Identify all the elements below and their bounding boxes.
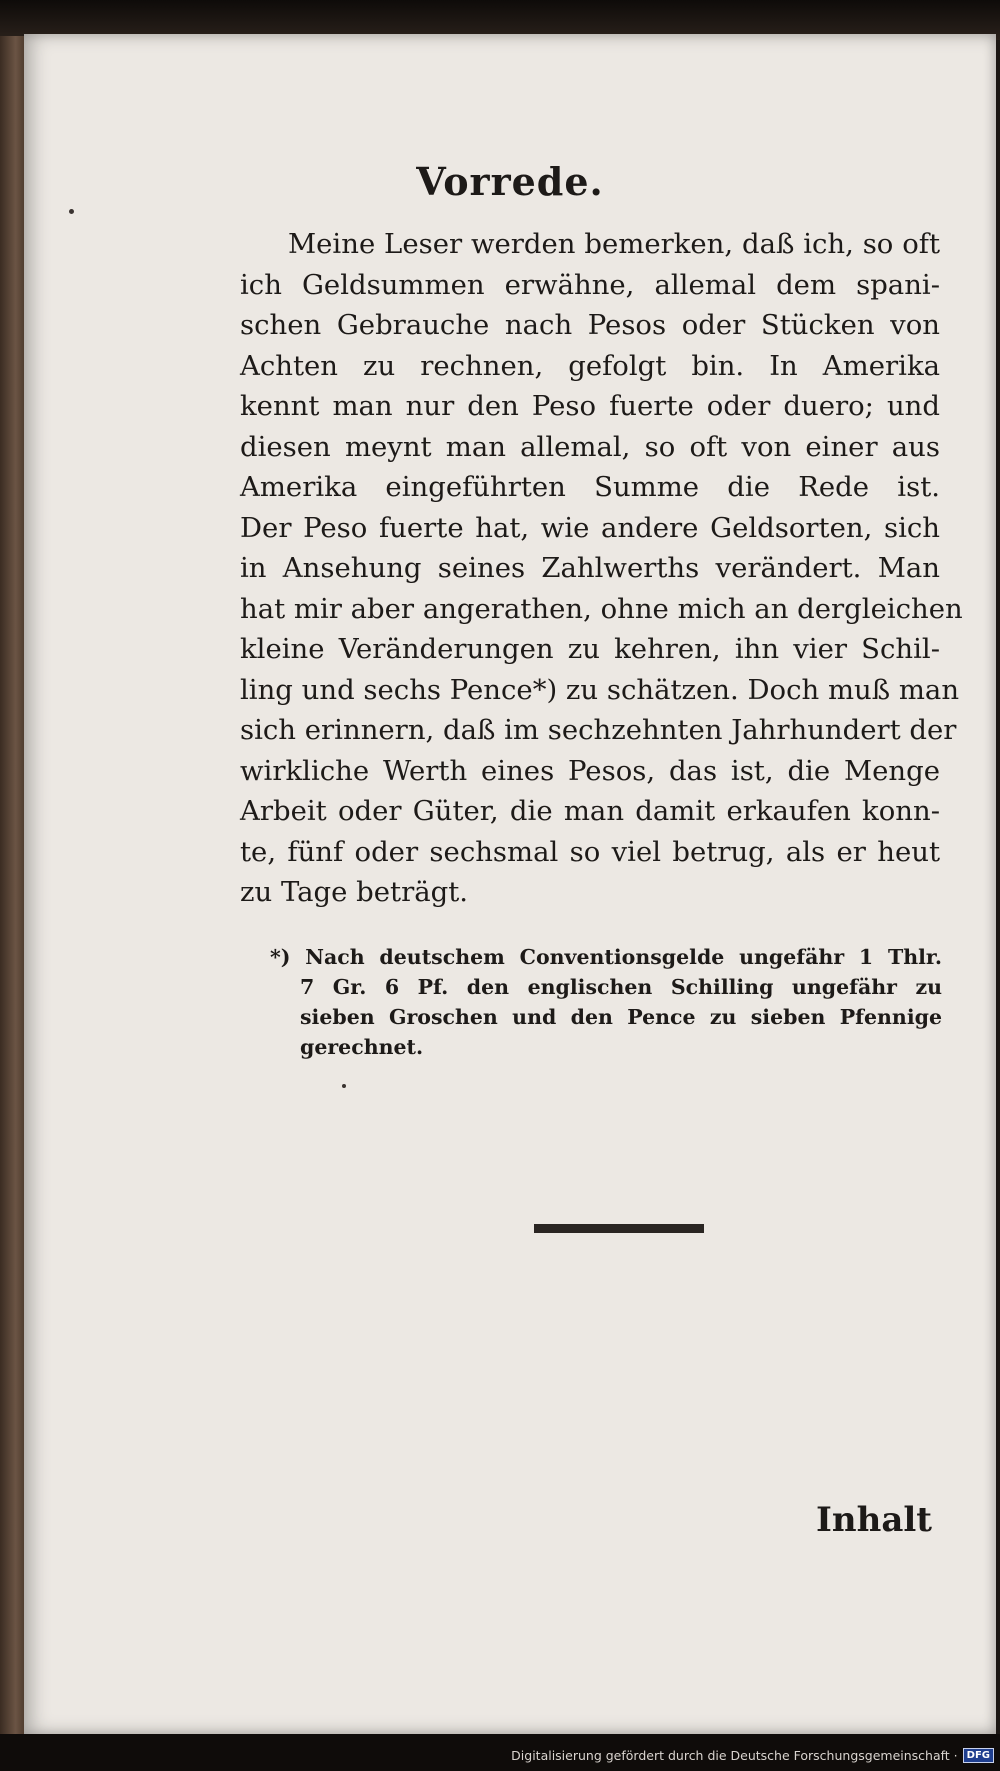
paragraph-line: hat mir aber angerathen, ohne mich an dergleichen [240, 592, 963, 625]
paragraph-line: ling und sechs Pence*) zu schätzen. Doch muß man [240, 673, 960, 706]
paragraph-line: kleine Veränderungen zu kehren, ihn vier Schil- [240, 633, 940, 665]
paragraph-line: Amerika eingeführten Summe die Rede ist. [240, 471, 940, 503]
paragraph-line: Der Peso fuerte hat, wie andere Geldsorten, sich [240, 511, 940, 544]
book-page [24, 34, 996, 1734]
footnote-line: 7 Gr. 6 Pf. den englischen Schilling ungefähr zu [300, 975, 942, 999]
paragraph-line: in Ansehung seines Zahlwerths verändert. Man [240, 552, 940, 584]
footnote-line: *) Nach deutschem Conventionsgelde ungefähr 1 Thlr. [270, 945, 942, 969]
digitization-credit [511, 1748, 994, 1763]
paragraph-line: Achten zu rechnen, gefolgt bin. In Amerika [240, 349, 940, 382]
paragraph-line: wirkliche Werth eines Pesos, das ist, die Menge [240, 754, 940, 787]
paragraph-line: schen Gebrauche nach Pesos oder Stücken von [240, 309, 940, 341]
preface-paragraph [240, 224, 963, 913]
paragraph-line: sich erinnern, daß im sechzehnten Jahrhundert der [240, 714, 957, 746]
credit-text: Digitalisierung gefördert durch die Deutsche Forschungsgemeinschaft · [511, 1748, 958, 1763]
footnote [270, 942, 942, 1062]
paragraph-line: kennt man nur den Peso fuerte oder duero; und [240, 390, 940, 422]
paragraph-line: zu Tage beträgt. [240, 876, 469, 908]
book-cover-edge [0, 36, 26, 1736]
section-divider-rule [534, 1224, 704, 1233]
dfg-logo-icon: DFG [963, 1748, 994, 1763]
paragraph-line: diesen meynt man allemal, so oft von einer aus [240, 430, 940, 463]
page-heading: Vorrede. [416, 159, 604, 204]
ink-speck [342, 1084, 346, 1088]
paragraph-line: ich Geldsummen erwähne, allemal dem spani- [240, 268, 940, 301]
catchword: Inhalt [816, 1500, 932, 1540]
paragraph-line: Arbeit oder Güter, die man damit erkaufen konn- [240, 795, 940, 827]
paragraph-line: Meine Leser werden bemerken, daß ich, so oft [288, 228, 940, 260]
paragraph-line: te, fünf oder sechsmal so viel betrug, als er heut [240, 835, 940, 868]
footnote-line: sieben Groschen und den Pence zu sieben Pfennige [300, 1005, 942, 1029]
ink-speck [69, 209, 74, 214]
footnote-line: gerechnet. [300, 1035, 424, 1059]
